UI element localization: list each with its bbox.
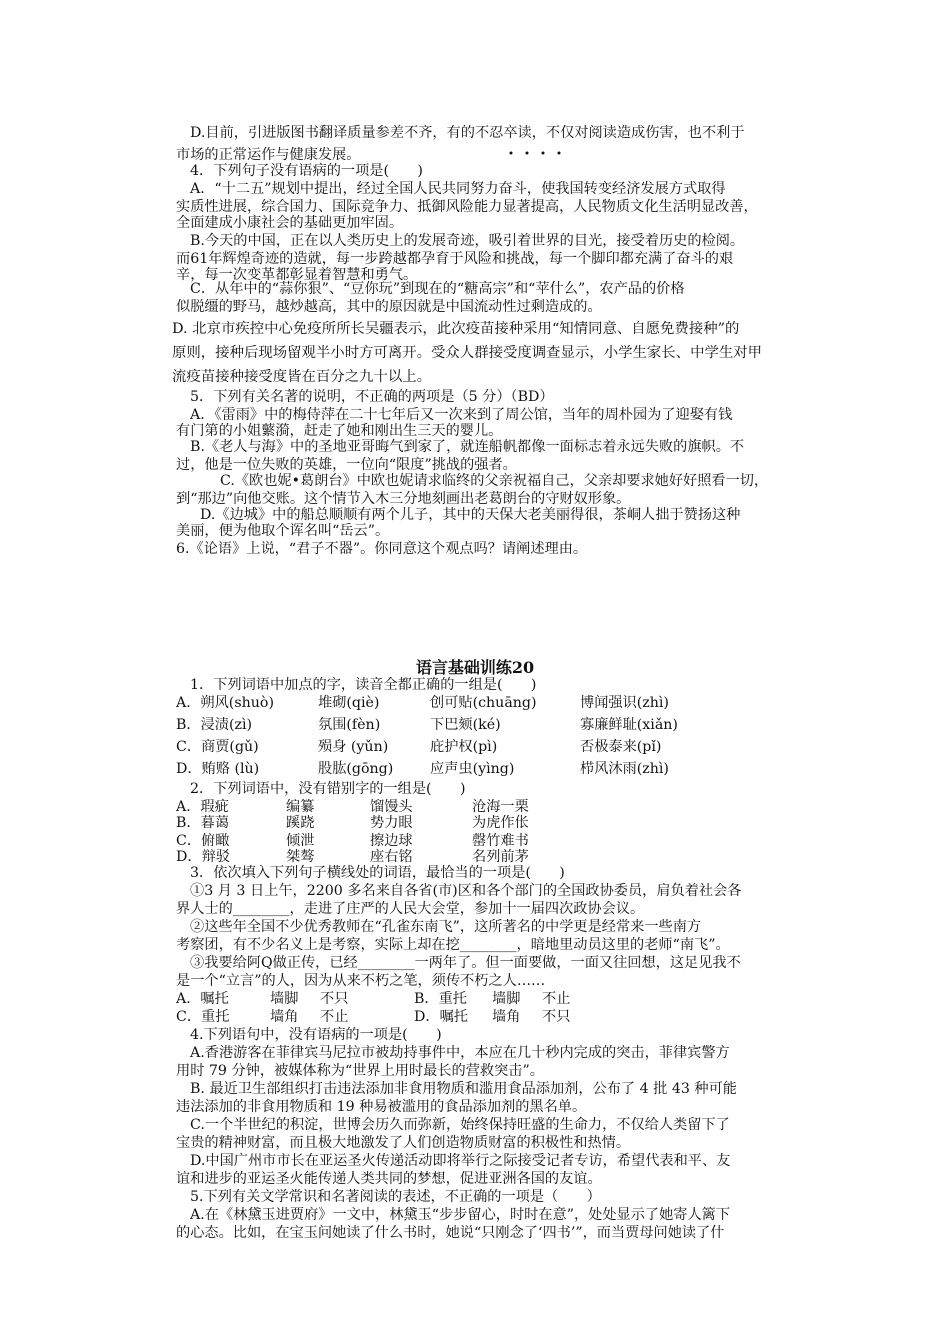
q4-option-a-line3: 全面建成小康社会的基础更加牢固。: [176, 215, 404, 231]
cell: 蹊跷: [286, 815, 315, 831]
q5-option-d-line1: D.《边城》中的船总顺顺有两个儿子，其中的天保大老美丽得很，茶峒人拙于赞扬这种: [200, 507, 741, 523]
q4-option-b-line2: 而61年辉煌奇迹的造就，每一步跨越都孕育于风险和挑战，每一个脚印都充满了奋斗的艰: [176, 251, 734, 267]
cell: 墙角: [492, 1009, 521, 1025]
cell: 桀骜: [286, 849, 315, 865]
cell: 不止: [320, 1009, 349, 1025]
cell: C．俯瞰: [176, 833, 230, 849]
s20-q1-stem: 1．下列词语中加点的字，读音全都正确的一组是( ): [190, 677, 537, 693]
s20-q2-stem: 2．下列词语中，没有错别字的一组是( ): [190, 781, 466, 797]
q5-option-b-line1: B.《老人与海》中的圣地亚哥晦气到家了，就连船帆都像一面标志着永远失败的旗帜。不: [190, 439, 745, 455]
cell: 创可贴(chuāng): [430, 695, 537, 711]
q5-option-c-line2: 到“那边”向他交账。这个情节入木三分地刻画出老葛朗台的守财奴形象。: [176, 491, 631, 507]
cell: 罄竹难书: [472, 833, 529, 849]
s20-q4-c-line1: C.一个半世纪的积淀，世博会历久而弥新，始终保持旺盛的生命力，不仅给人类留下了: [190, 1117, 730, 1133]
q4-option-b-line1: B.今天的中国，正在以人类历史上的发展奇迹，吸引着世界的目光，接受着历史的检阅。: [190, 233, 745, 249]
q3-option-d-line1: D.目前，引进版图书翻译质量参差不齐，有的不忍卒读，不仅对阅读造成伤害，也不利于: [190, 125, 745, 141]
s20-q4-d-line2: 谊和进步的亚运圣火能传递人类共同的梦想，促进亚洲各国的友谊。: [176, 1171, 602, 1187]
s20-q4-d-line1: D.中国广州市市长在亚运圣火传递活动即将举行之际接受记者专访，希望代表和平、友: [190, 1153, 731, 1169]
q5-option-d-line2: 美丽，便为他取个诨名叫“岳云”。: [176, 523, 390, 539]
q4-option-d-line3: 流疫苗接种接受度皆在百分之九十以上。: [172, 369, 432, 385]
cell: 否极泰来(pǐ): [580, 739, 662, 755]
cell: 墙角: [270, 1009, 299, 1025]
cell: 股肱(gōng): [318, 761, 394, 777]
cell: 馏馒头: [370, 799, 413, 815]
q4-option-a-line2: 实质性进展，综合国力、国际竞争力、抵御风险能力显著提高，人民物质文化生活明显改善，: [176, 199, 758, 215]
cell: 堆砌(qiè): [318, 695, 380, 711]
q5-option-a-line2: 有门第的小姐蘩漪，赶走了她和刚出生三天的婴儿。: [176, 423, 503, 439]
q4-option-d-line2: 原则，接种后现场留观半小时方可离开。受众人群接受度调查显示，小学生家长、中学生对甲: [172, 345, 763, 361]
cell: 擦边球: [370, 833, 413, 849]
s20-q4-b-line1: B. 最近卫生部组织打击违法添加非食用物质和滥用食品添加剂，公布了 4 批 43 种可能: [190, 1081, 737, 1097]
q4-option-a-line1: A．“十二五”规划中提出，经过全国人民共同努力奋斗，使我国转变经济发展方式取得: [190, 181, 726, 197]
cell: 为虎作伥: [472, 815, 529, 831]
cell: 势力眼: [370, 815, 413, 831]
s20-q3-s3-line1: ③我要给阿Q做正传，已经________一两年了。但一面要做，一面又往回想，这足见我不: [190, 955, 741, 971]
q4-option-d-line1: D. 北京市疾控中心免疫所所长吴疆表示，此次疫苗接种采用“知情同意、自愿免费接种”的: [172, 321, 740, 337]
cell: C．重托: [176, 1009, 230, 1025]
cell: 座右铭: [370, 849, 413, 865]
cell: 不只: [542, 1009, 571, 1025]
cell: 墙脚: [270, 991, 299, 1007]
cell: 下巴颏(ké): [430, 717, 501, 733]
q4-option-c-line1: C．从年中的“蒜你狠”、“豆你玩”到现在的“糖高宗”和“苹什么”，农产品的价格: [190, 281, 685, 297]
cell: 寡廉鲜耻(xiǎn): [580, 717, 678, 733]
cell: A．瑕疵: [176, 799, 229, 815]
q5-option-b-line2: 过，他是一位失败的英雄，一位向“限度”挑战的强者。: [176, 457, 517, 473]
q3-option-d-line2: 市场的正常运作与健康发展。: [176, 147, 361, 163]
cell: 不只: [320, 991, 349, 1007]
cell: B．浸渍(zì): [176, 717, 253, 733]
q5-option-c-line1: C.《欧也妮•葛朗台》中欧也妮请求临终的父亲祝福自己，父亲却要求她好好照看一切，: [220, 473, 769, 489]
cell: D．辩驳: [176, 849, 230, 865]
section-title: 语言基础训练20: [415, 658, 535, 677]
s20-q3-s1-line2: 界人士的________，走进了庄严的人民大会堂，参加十一届四次政协会议。: [176, 901, 645, 917]
cell: 名列前茅: [472, 849, 529, 865]
cell: 博闻强识(zhì): [580, 695, 669, 711]
cell: 倾泄: [286, 833, 315, 849]
cell: 不止: [542, 991, 571, 1007]
cell: D．贿赂 (lù): [176, 761, 260, 777]
s20-q4-a-line2: 用时 79 分钟，被媒体称为“世界上用时最长的营救突击”。: [176, 1063, 544, 1079]
cell: 栉风沐雨(zhì): [580, 761, 669, 777]
cell: 沧海一栗: [472, 799, 529, 815]
cell: 庇护权(pì): [430, 739, 498, 755]
s20-q5-stem: 5.下列有关文学常识和名著阅读的表述，不正确的一项是（ ）: [190, 1189, 601, 1205]
cell: A．朔风(shuò): [176, 695, 274, 711]
s20-q4-stem: 4.下列语句中，没有语病的一项是( ): [190, 1027, 442, 1043]
q4-option-b-line3: 辛，每一次变革都彰显着智慧和勇气。: [176, 267, 418, 283]
cell: D．嘱托: [414, 1009, 468, 1025]
cell: 氛围(fèn): [318, 717, 381, 733]
cell: 编纂: [286, 799, 315, 815]
cell: B．暮蔼: [176, 815, 229, 831]
q6-text: 6.《论语》上说，“君子不器”。你同意这个观点吗？请阐述理由。: [176, 541, 588, 557]
cell: 殒身 (yǔn): [318, 739, 389, 755]
s20-q5-a-line1: A.在《林黛玉进贾府》一文中，林黛玉“步步留心，时时在意”，处处显示了她寄人篱下: [190, 1207, 731, 1223]
q5-stem: 5．下列有关名著的说明，不正确的两项是（5 分）（BD）: [190, 389, 554, 405]
s20-q3-stem: 3．依次填入下列句子横线处的词语，最恰当的一项是( ): [190, 865, 565, 881]
q4-option-c-line2: 似脱缰的野马，越炒越高，其中的原因就是中国流动性过剩造成的。: [176, 299, 602, 315]
cell: 应声虫(yìng): [430, 761, 515, 777]
q5-option-a-line1: A．《雷雨》中的梅侍萍在二十七年后又一次来到了周公馆，当年的周朴园为了迎娶有钱: [190, 407, 733, 423]
s20-q4-b-line2: 违法添加的非食用物质和 19 种易被滥用的食品添加剂的黑名单。: [176, 1099, 587, 1115]
s20-q4-c-line2: 宝贵的精神财富，而且极大地激发了人们创造物质财富的积极性和热情。: [176, 1135, 631, 1151]
q4-stem: 4．下列句子没有语病的一项是( ): [190, 163, 423, 179]
s20-q3-s3-line2: 是一个“立言”的人，因为从来不朽之笔，须传不朽之人……: [176, 973, 546, 989]
s20-q3-s2-line1: ②这些年全国不少优秀教师在“孔雀东南飞”，这所著名的中学更是经常来一些南方: [190, 919, 702, 935]
s20-q4-a-line1: A.香港游客在菲律宾马尼拉市被劫持事件中，本应在几十秒内完成的突击，菲律宾警方: [190, 1045, 730, 1061]
cell: B．重托: [414, 991, 467, 1007]
emphasis-dots: [505, 150, 565, 156]
s20-q3-s1-line1: ①3 月 3 日上午，2200 多名来自各省(市)区和各个部门的全国政协委员，肩负着社会各: [190, 883, 742, 899]
s20-q5-a-line2: 的心态。比如，在宝玉问她读了什么书时，她说“只刚念了‘四书’”，而当贾母问她读了什: [176, 1225, 725, 1241]
cell: 墙脚: [492, 991, 521, 1007]
cell: A．嘱托: [176, 991, 229, 1007]
cell: C．商贾(gǔ): [176, 739, 259, 755]
s20-q3-s2-line2: 考察团，有不少名义上是考察，实际上却在挖________，暗地里动员这里的老师“南飞”。: [176, 937, 730, 953]
